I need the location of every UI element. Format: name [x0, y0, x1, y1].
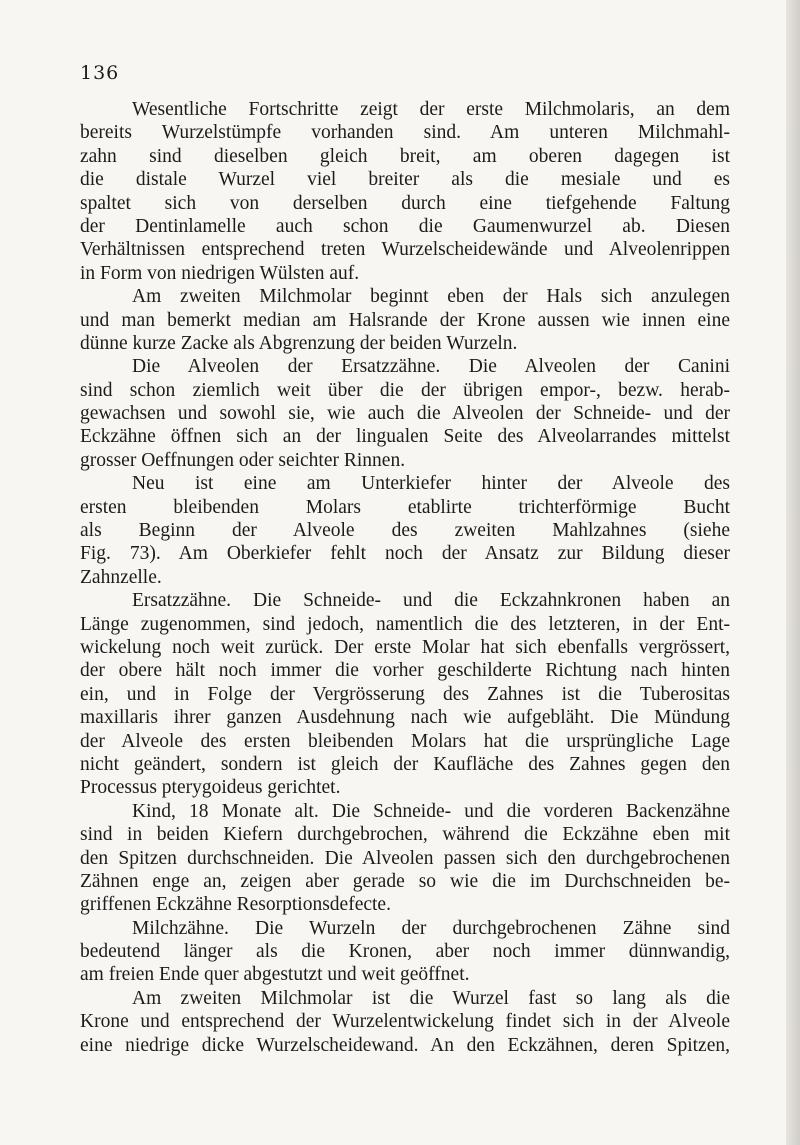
text-line: der Alveole des ersten bleibenden Molars hat die ursprüngliche Lage	[80, 730, 730, 752]
text-line: Zähnen enge an, zeigen aber gerade so wie die im Durchschneiden be-	[80, 870, 730, 892]
text-line: sind schon ziemlich weit über die der übrigen empor-, bezw. herab-	[80, 379, 730, 401]
text-line: gewachsen und sowohl sie, wie auch die Alveolen der Schneide- und der	[80, 403, 730, 425]
text-line: wickelung noch weit zurück. Der erste Molar hat sich ebenfalls vergrössert,	[80, 636, 730, 658]
text-line: bedeutend länger als die Kronen, aber noch immer dünnwandig,	[80, 941, 730, 963]
text-line: sind in beiden Kiefern durchgebrochen, während die Eckzähne eben mit	[80, 824, 730, 846]
page-edge-shadow	[786, 0, 800, 1145]
text-line: Wesentliche Fortschritte zeigt der erste Milchmolaris, an dem	[132, 99, 730, 120]
page-number: 136	[80, 62, 120, 84]
text-line: Fig. 73). Am Oberkiefer fehlt noch der Ansatz zur Bildung dieser	[80, 543, 730, 565]
body-text	[80, 98, 730, 1057]
text-line: am freien Ende quer abgestutzt und weit geöffnet.	[80, 964, 470, 986]
text-line: Krone und entsprechend der Wurzelentwickelung findet sich in der Alveole	[80, 1011, 730, 1033]
text-line: griffenen Eckzähne Resorptionsdefecte.	[80, 894, 391, 916]
text-line: Länge zugenommen, sind jedoch, namentlich die des letzteren, in der Ent-	[80, 613, 730, 635]
text-line: nicht geändert, sondern ist gleich der Kaufläche des Zahnes gegen den	[80, 753, 730, 775]
text-line: der Dentinlamelle auch schon die Gaumenwurzel ab. Diesen	[80, 215, 730, 237]
text-line: zahn sind dieselben gleich breit, am oberen dagegen ist	[80, 145, 730, 167]
text-line: Eckzähne öffnen sich an der lingualen Seite des Alveolarrandes mittelst	[80, 426, 730, 448]
text-line: in Form von niedrigen Wülsten auf.	[80, 262, 360, 284]
text-line: Verhältnissen entsprechend treten Wurzelscheidewände und Alveolenrippen	[80, 239, 730, 261]
text-line: den Spitzen durchschneiden. Die Alveolen passen sich den durchgebrochenen	[80, 847, 730, 869]
text-line: Ersatzzähne. Die Schneide- und die Eckzahnkronen haben an	[132, 590, 730, 612]
text-line: als Beginn der Alveole des zweiten Mahlzahnes (siehe	[80, 520, 730, 542]
text-line: Am zweiten Milchmolar ist die Wurzel fast so lang als die	[132, 987, 730, 1009]
text-line: spaltet sich von derselben durch eine tiefgehende Faltung	[80, 192, 730, 214]
text-line: maxillaris ihrer ganzen Ausdehnung nach wie aufgebläht. Die Mündung	[80, 707, 730, 729]
text-line: der obere hält noch immer die vorher geschilderte Richtung nach hinten	[80, 660, 730, 682]
text-line: ersten bleibenden Molars etablirte trichterförmige Bucht	[80, 496, 730, 518]
text-line: Milchzähne. Die Wurzeln der durchgebrochenen Zähne sind	[132, 917, 730, 939]
text-line: ein, und in Folge der Vergrösserung des Zahnes ist die Tuberositas	[80, 683, 730, 705]
text-line: eine niedrige dicke Wurzelscheidewand. An den Eckzähnen, deren Spitzen,	[80, 1034, 730, 1056]
text-line: grosser Oeffnungen oder seichter Rinnen.	[80, 449, 406, 471]
text-line: und man bemerkt median am Halsrande der Krone aussen wie innen eine	[80, 309, 730, 331]
text-line: Am zweiten Milchmolar beginnt eben der Hals sich anzulegen	[132, 286, 730, 308]
text-line: Kind, 18 Monate alt. Die Schneide- und die vorderen Backenzähne	[132, 800, 730, 822]
text-line: bereits Wurzelstümpfe vorhanden sind. Am unteren Milchmahl-	[80, 122, 730, 144]
text-line: Processus pterygoideus gerichtet.	[80, 777, 341, 799]
text-line: Neu ist eine am Unterkiefer hinter der Alveole des	[132, 473, 730, 495]
text-line: die distale Wurzel viel breiter als die mesiale und es	[80, 169, 730, 191]
text-line: Die Alveolen der Ersatzzähne. Die Alveolen der Canini	[132, 356, 730, 378]
text-line: Zahnzelle.	[80, 566, 162, 588]
text-line: dünne kurze Zacke als Abgrenzung der beiden Wurzeln.	[80, 332, 518, 354]
